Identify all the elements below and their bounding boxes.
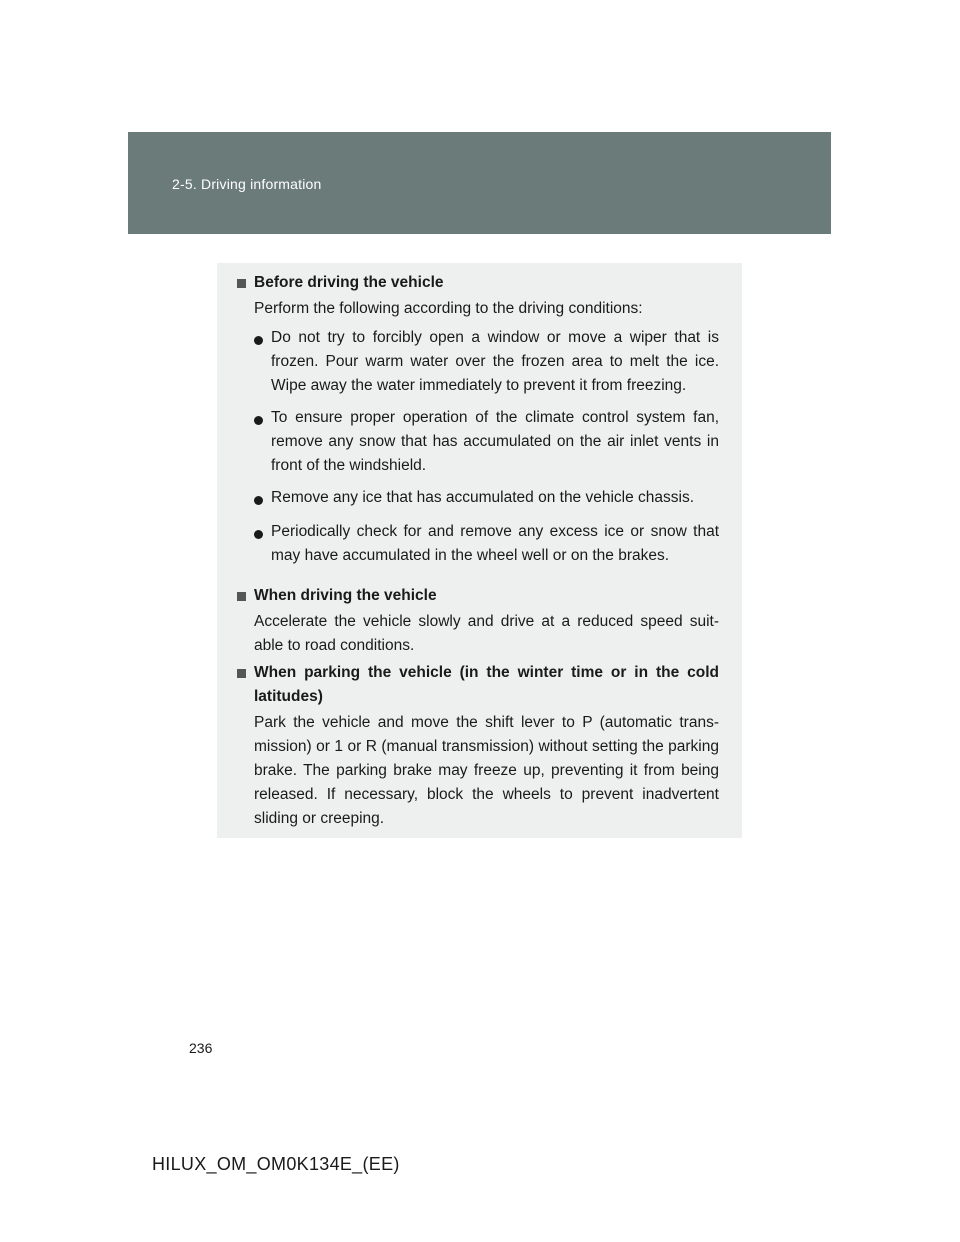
info-panel <box>217 263 742 838</box>
list-item: Periodically check for and remove any excess ice or snow that may have accumulated in the wheel well or on the brakes. <box>271 523 719 564</box>
section-marker-icon <box>237 279 246 288</box>
section-heading-when-driving: When driving the vehicle <box>254 587 437 604</box>
section-heading-before-driving: Before driving the vehicle <box>254 274 444 291</box>
list-item: To ensure proper operation of the climate control system fan, remove any snow that has accumulated on the air inlet vents in front of the windshield. <box>271 409 719 474</box>
section-marker-icon <box>237 592 246 601</box>
bullet-icon <box>254 530 263 539</box>
page-number: 236 <box>189 1040 213 1056</box>
section-label: 2-5. Driving information <box>172 176 322 192</box>
section-heading-when-parking: When parking the vehicle (in the winter time or in the cold latitudes) <box>254 664 719 705</box>
list-item: Do not try to forcibly open a window or move a wiper that is frozen. Pour warm water over the frozen area to melt the ice. Wipe away the water immediately to prevent it from freezing. <box>271 329 719 394</box>
section-body: Park the vehicle and move the shift lever to P (automatic trans-mission) or 1 or R (manual transmission) without setting the parking brake. The parking brake may freeze up, preventing it from being released. If necessary, block the wheels to prevent inadvertent sliding or creeping. <box>254 714 719 827</box>
section-intro: Perform the following according to the driving conditions: <box>254 300 643 317</box>
section-marker-icon <box>237 669 246 678</box>
document-code: HILUX_OM_OM0K134E_(EE) <box>152 1154 400 1174</box>
bullet-icon <box>254 496 263 505</box>
bullet-icon <box>254 416 263 425</box>
chapter-header-band <box>128 132 831 234</box>
bullet-icon <box>254 336 263 345</box>
section-body: Accelerate the vehicle slowly and drive at a reduced speed suit-able to road conditions. <box>254 613 719 654</box>
list-item: Remove any ice that has accumulated on the vehicle chassis. <box>271 489 695 506</box>
